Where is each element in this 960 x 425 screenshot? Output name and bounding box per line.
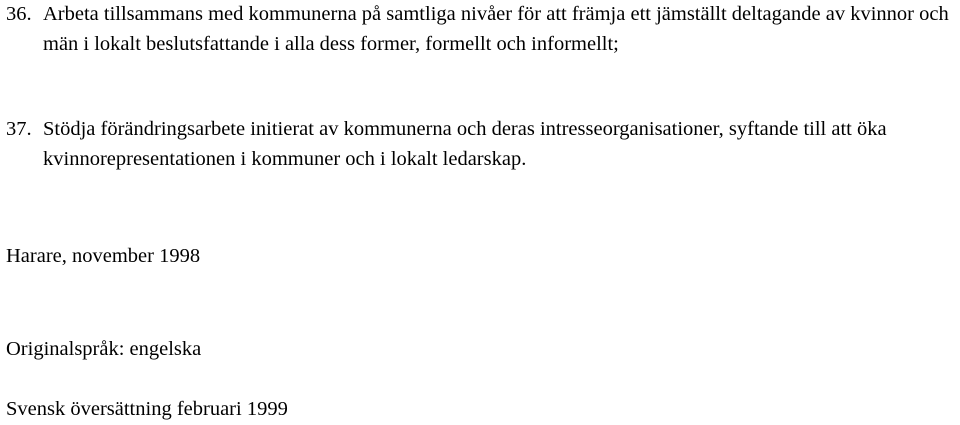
list-item xyxy=(6,0,956,59)
list-item xyxy=(6,114,956,174)
original-language: Originalspråk: engelska xyxy=(6,338,202,360)
item-text: Stödja förändringsarbete initierat av kommunerna och deras intresseorganisationer, syftande till att öka kvinnorepresentationen i kommuner och i lokalt ledarskap. xyxy=(43,118,887,170)
item-number: 37. xyxy=(6,118,32,140)
item-number: 36. xyxy=(6,3,32,25)
item-text: Arbeta tillsammans med kommunerna på samtliga nivåer för att främja ett jämställt deltagande av kvinnor och män i lokalt beslutsfattande i alla dess former, formellt och informellt; xyxy=(43,3,949,55)
place-date: Harare, november 1998 xyxy=(6,245,201,267)
translation-note: Svensk översättning februari 1999 xyxy=(6,398,288,420)
